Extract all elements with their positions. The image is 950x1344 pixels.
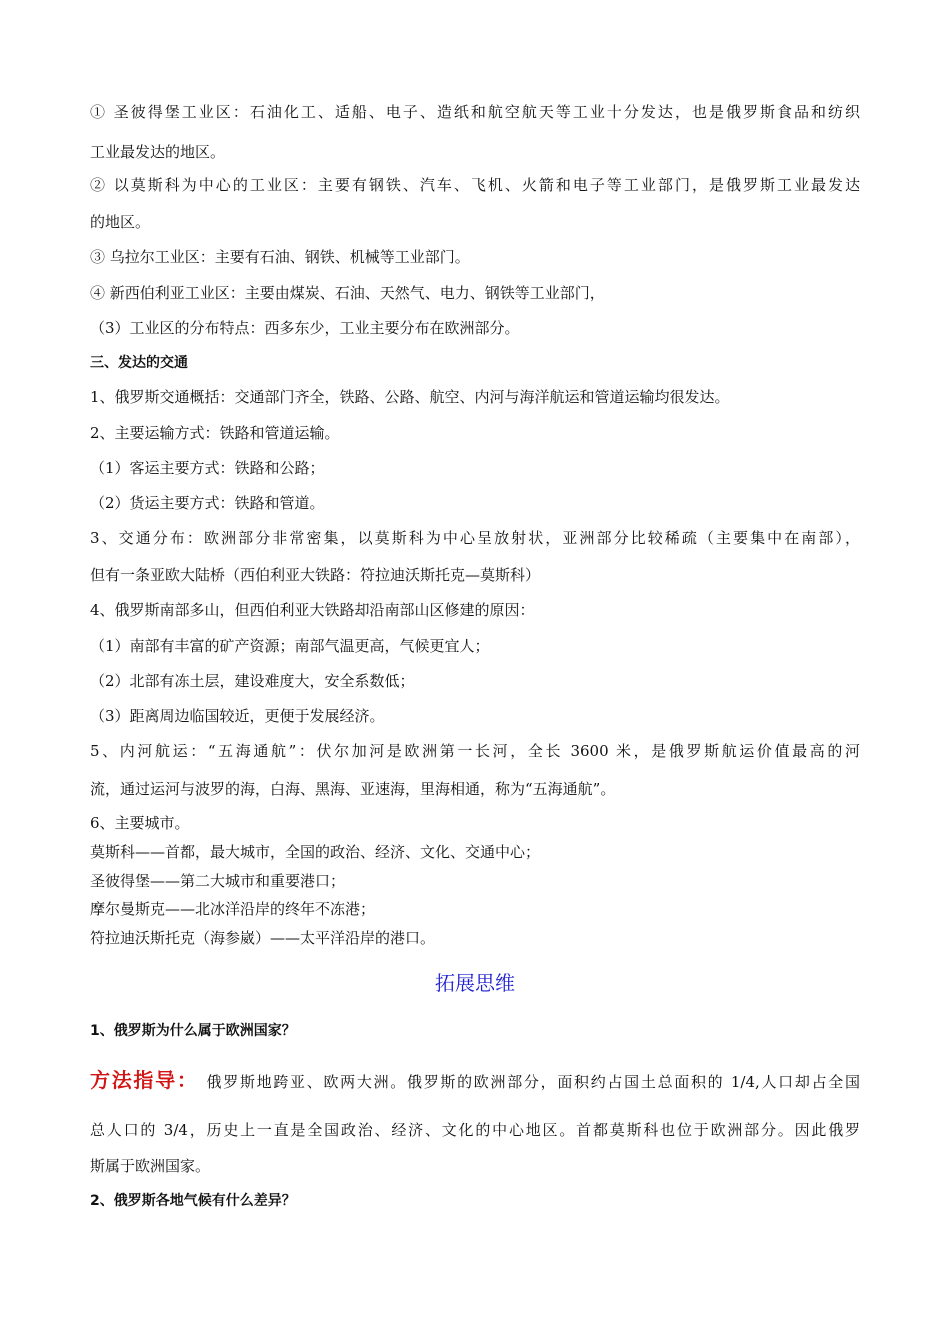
industry-zone-2-line-2: 的地区。 — [90, 213, 151, 231]
question-2: 2、俄罗斯各地气候有什么差异？ — [90, 1193, 296, 1209]
city-moscow: 莫斯科——首都，最大城市，全国的政治、经济、文化、交通中心； — [90, 843, 541, 861]
city-vladivostok: 符拉迪沃斯托克（海参崴）——太平洋沿岸的港口。 — [90, 929, 436, 947]
transport-distribution-line-1: 3、交通分布：欧洲部分非常密集，以莫斯科为中心呈放射状，亚洲部分比较稀疏（主要集中在南部）， — [90, 529, 860, 547]
inland-shipping-line-1: 5、内河航运：“五海通航”：伏尔加河是欧洲第一长河，全长 3600 米，是俄罗斯航运价值最高的河 — [90, 742, 860, 760]
industry-zone-3: ③ 乌拉尔工业区：主要有石油、钢铁、机械等工业部门。 — [90, 248, 470, 266]
transport-distribution-line-2: 但有一条亚欧大陆桥（西伯利亚大铁路：符拉迪沃斯托克—莫斯科） — [90, 566, 541, 584]
railway-reason-1: （1）南部有丰富的矿产资源；南部气温更高，气候更宜人； — [90, 637, 490, 655]
answer-1-line-1-text: 俄罗斯地跨亚、欧两大洲。俄罗斯的欧洲部分，面积约占国土总面积的 1/4,人口却占全国 — [206, 1073, 860, 1091]
transport-main-modes: 2、主要运输方式：铁路和管道运输。 — [90, 424, 340, 442]
industry-zone-1-line-1: ① 圣彼得堡工业区：石油化工、适船、电子、造纸和航空航天等工业十分发达，也是俄罗斯食品和纺织 — [90, 103, 860, 121]
transport-passenger: （1）客运主要方式：铁路和公路； — [90, 459, 325, 477]
extend-thinking-title: 拓展思维 — [435, 971, 515, 995]
answer-1-line-1 — [90, 1070, 860, 1092]
inland-shipping-line-2: 流，通过运河与波罗的海，白海、黑海、亚速海，里海相通，称为“五海通航”。 — [90, 780, 616, 798]
answer-1-line-2: 总人口的 3/4，历史上一直是全国政治、经济、文化的中心地区。首都莫斯科也位于欧洲部分。因此俄罗 — [90, 1121, 860, 1139]
city-murmansk: 摩尔曼斯克——北冰洋沿岸的终年不冻港； — [90, 900, 376, 918]
method-guide-label: 方法指导： — [90, 1068, 199, 1092]
railway-reason-3: （3）距离周边临国较近，更便于发展经济。 — [90, 707, 385, 725]
question-1: 1、俄罗斯为什么属于欧洲国家？ — [90, 1023, 296, 1039]
transport-overview: 1、俄罗斯交通概括：交通部门齐全，铁路、公路、航空、内河与海洋航运和管道运输均很发达。 — [90, 388, 730, 406]
railway-reason-title: 4、俄罗斯南部多山，但西伯利亚大铁路却沿南部山区修建的原因： — [90, 601, 535, 619]
section-heading-transport: 三、发达的交通 — [90, 355, 188, 371]
industry-zone-2-line-1: ② 以莫斯科为中心的工业区：主要有钢铁、汽车、飞机、火箭和电子等工业部门，是俄罗斯工业最发达 — [90, 176, 860, 194]
railway-reason-2: （2）北部有冻土层，建设难度大，安全系数低； — [90, 672, 415, 690]
city-st-petersburg: 圣彼得堡——第二大城市和重要港口； — [90, 872, 346, 890]
industry-zone-4: ④ 新西伯利亚工业区：主要由煤炭、石油、天然气、电力、钢铁等工业部门， — [90, 284, 605, 302]
answer-1-line-3: 斯属于欧洲国家。 — [90, 1157, 211, 1175]
industry-distribution: （3）工业区的分布特点：西多东少，工业主要分布在欧洲部分。 — [90, 319, 520, 337]
main-cities-title: 6、主要城市。 — [90, 814, 190, 832]
industry-zone-1-line-2: 工业最发达的地区。 — [90, 143, 226, 161]
transport-freight: （2）货运主要方式：铁路和管道。 — [90, 494, 325, 512]
